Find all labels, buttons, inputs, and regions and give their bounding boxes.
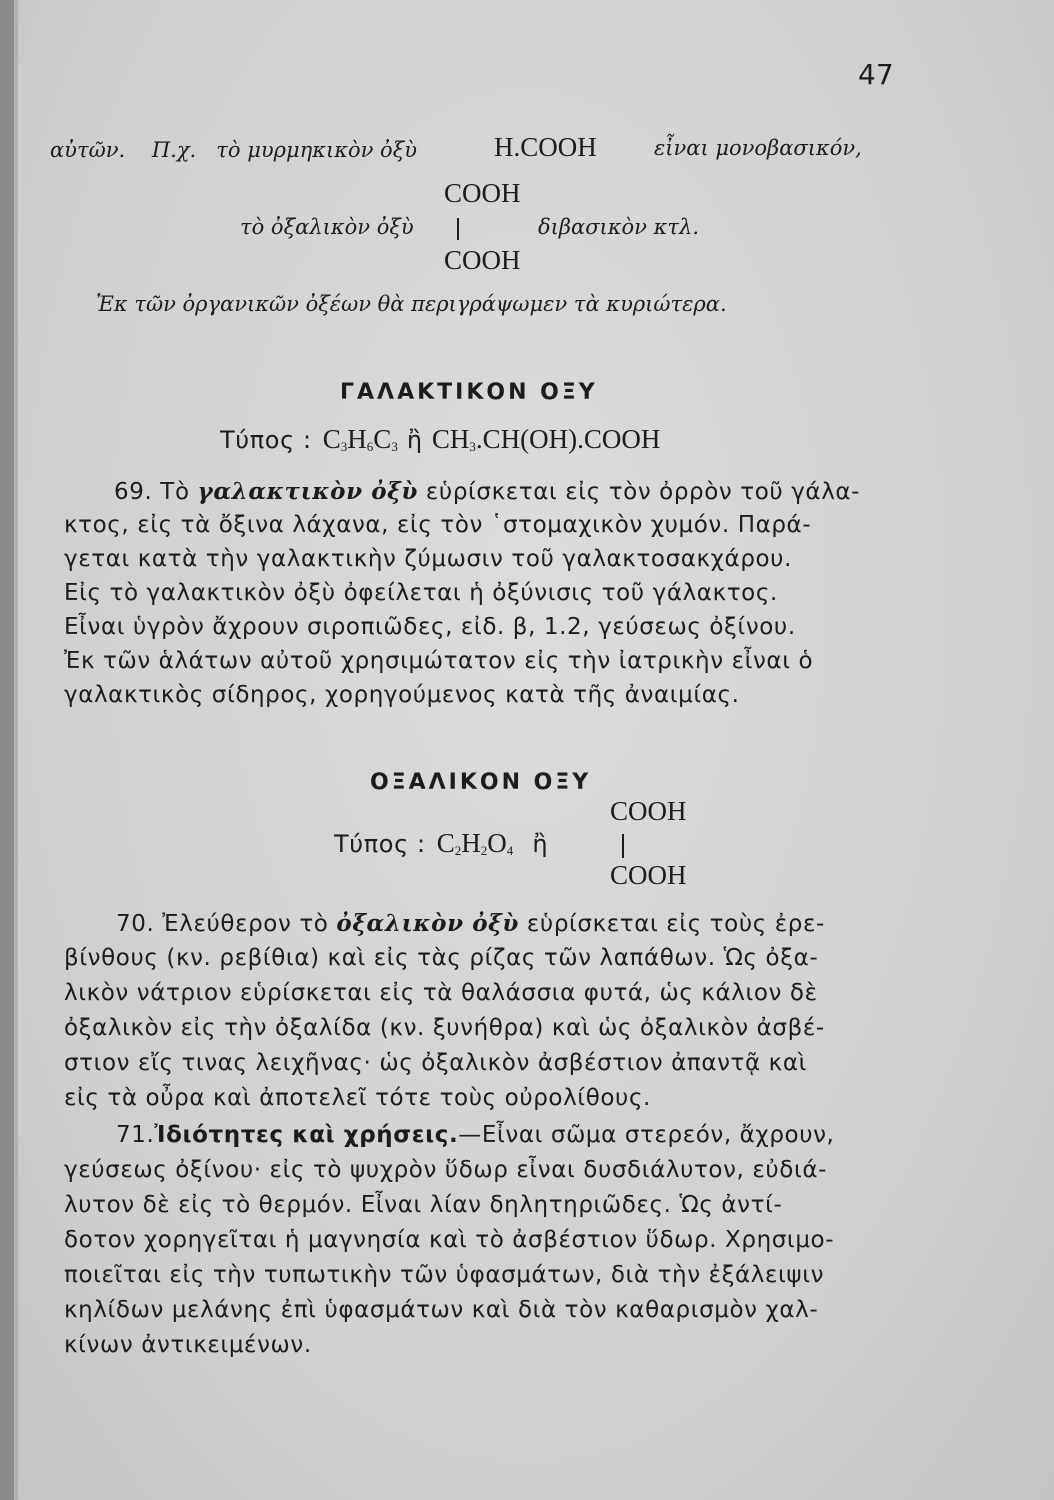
oxalic-acid-label: τὸ ὀξαλικὸν ὀξὺ	[240, 215, 414, 239]
lactic-formula-line: Τύπος : $C_3H_6C_3$ ἢ $CH_3.CH(OH).COOH$	[220, 424, 661, 454]
page-number: 47	[858, 58, 894, 91]
paragraph-71-line: κηλίδων μελάνης ἐπὶ ὑφασμάτων καὶ διὰ τὸν καθαρισμὸν χαλ-	[64, 1297, 819, 1323]
paragraph-69-line: γεται κατὰ τὴν γαλακτικὴν ζύμωσιν τοῦ γαλακτοσακχάρου.	[64, 546, 793, 572]
oxalic-cooh-bottom: COOH	[444, 245, 521, 275]
oxalic-formula-cooh-top: COOH	[610, 796, 687, 826]
paragraph-71-line: κίνων ἀντικειμένων.	[64, 1332, 312, 1358]
dibasic-text: διβασικὸν κτλ.	[538, 215, 699, 239]
paragraph-71-line: γεύσεως ὀξίνου· εἰς τὸ ψυχρὸν ὕδωρ εἶναι δυσδιάλυτον, εὐδιά-	[64, 1157, 828, 1183]
oxalic-bond-line	[457, 218, 459, 240]
paragraph-69-line: Εἰς τὸ γαλακτικὸν ὀξὺ ὀφείλεται ἡ ὀξύνισις τοῦ γάλακτος.	[64, 580, 778, 606]
paragraph-70-line-1: 70. Ἐλεύθερον τὸ ὀξαλικὸν ὀξὺ εὑρίσκεται εἰς τοὺς ἐρε-	[116, 910, 825, 937]
oxalic-formula-line: Τύπος : $C_2H_2O_4$ ἢ	[334, 828, 549, 858]
paragraph-70-line: στιον εἴς τινας λειχῆνας· ὡς ὀξαλικὸν ἀσβέστιον ἀπαντᾷ καὶ	[64, 1050, 807, 1076]
formic-acid-formula: H.COOH	[494, 132, 597, 162]
paragraph-69-line: κτος, εἰς τὰ ὄξινα λάχανα, εἰς τὸν ῾στομαχικὸν χυμόν. Παρά-	[64, 512, 812, 538]
paragraph-71-line: δοτον χορηγεῖται ἡ μαγνησία καὶ τὸ ἀσβέστιον ὕδωρ. Χρησιμο-	[64, 1227, 835, 1253]
paragraph-70-line: βίνθους (κν. ρεβίθια) καὶ εἰς τὰς ρίζας τῶν λαπάθων. Ὡς ὀξα-	[64, 945, 819, 971]
page-edge-shadow	[0, 0, 14, 1500]
oxalic-acid-heading: ΟΞΑΛΙΚΟΝ ΟΞΥ	[370, 770, 592, 795]
paragraph-69-line: Ἐκ τῶν ἁλάτων αὐτοῦ χρησιμώτατον εἰς τὴν ἰατρικὴν εἶναι ὁ	[64, 648, 814, 674]
paragraph-69-line: γαλακτικὸς σίδηρος, χορηγούμενος κατὰ τῆς ἀναιμίας.	[64, 682, 740, 708]
paragraph-71-line: ποιεῖται εἰς τὴν τυπωτικὴν τῶν ὑφασμάτων, διὰ τὴν ἐξάλειψιν	[64, 1262, 825, 1288]
paragraph-71-line-1: 71.Ἰδιότητες καὶ χρήσεις.—Εἶναι σῶμα στερεόν, ἄχρουν,	[116, 1122, 835, 1148]
paragraph-69-line-1: 69. Τὸ γαλακτικὸν ὀξὺ εὑρίσκεται εἰς τὸν ὀρρὸν τοῦ γάλα-	[114, 478, 861, 505]
paragraph-69-line: Εἶναι ὑγρὸν ἄχρουν σιροπιῶδες, εἰδ. β, 1.2, γεύσεως ὀξίνου.	[64, 614, 796, 640]
monobasic-text: εἶναι μονοβασικόν,	[654, 136, 862, 160]
intro-last-line: Ἐκ τῶν ὀργανικῶν ὀξέων θὰ περιγράψωμεν τὰ κυριώτερα.	[96, 292, 727, 316]
paragraph-70-line: λικὸν νάτριον εὑρίσκεται εἰς τὰ θαλάσσια φυτά, ὡς κάλιον δὲ	[64, 980, 818, 1006]
intro-line-1: αὐτῶν. Π.χ. τὸ μυρμηκικὸν ὀξὺ	[50, 138, 418, 162]
oxalic-formula-cooh-bottom: COOH	[610, 860, 687, 890]
oxalic-cooh-top: COOH	[444, 178, 521, 208]
paragraph-71-line: λυτον δὲ εἰς τὸ θερμόν. Εἶναι λίαν δηλητηριῶδες. Ὡς ἀντί-	[64, 1192, 783, 1218]
page-edge-highlight	[14, 0, 18, 1500]
oxalic-formula-bond	[622, 834, 624, 858]
lactic-acid-heading: ΓΑΛΑΚΤΙΚΟΝ ΟΞΥ	[340, 380, 598, 405]
paragraph-70-line: ὀξαλικὸν εἰς τὴν ὀξαλίδα (κν. ξυνήθρα) καὶ ὡς ὀξαλικὸν ἀσβέ-	[64, 1015, 825, 1041]
paragraph-70-line: εἰς τὰ οὖρα καὶ ἀποτελεῖ τότε τοὺς οὐρολίθους.	[64, 1085, 651, 1111]
